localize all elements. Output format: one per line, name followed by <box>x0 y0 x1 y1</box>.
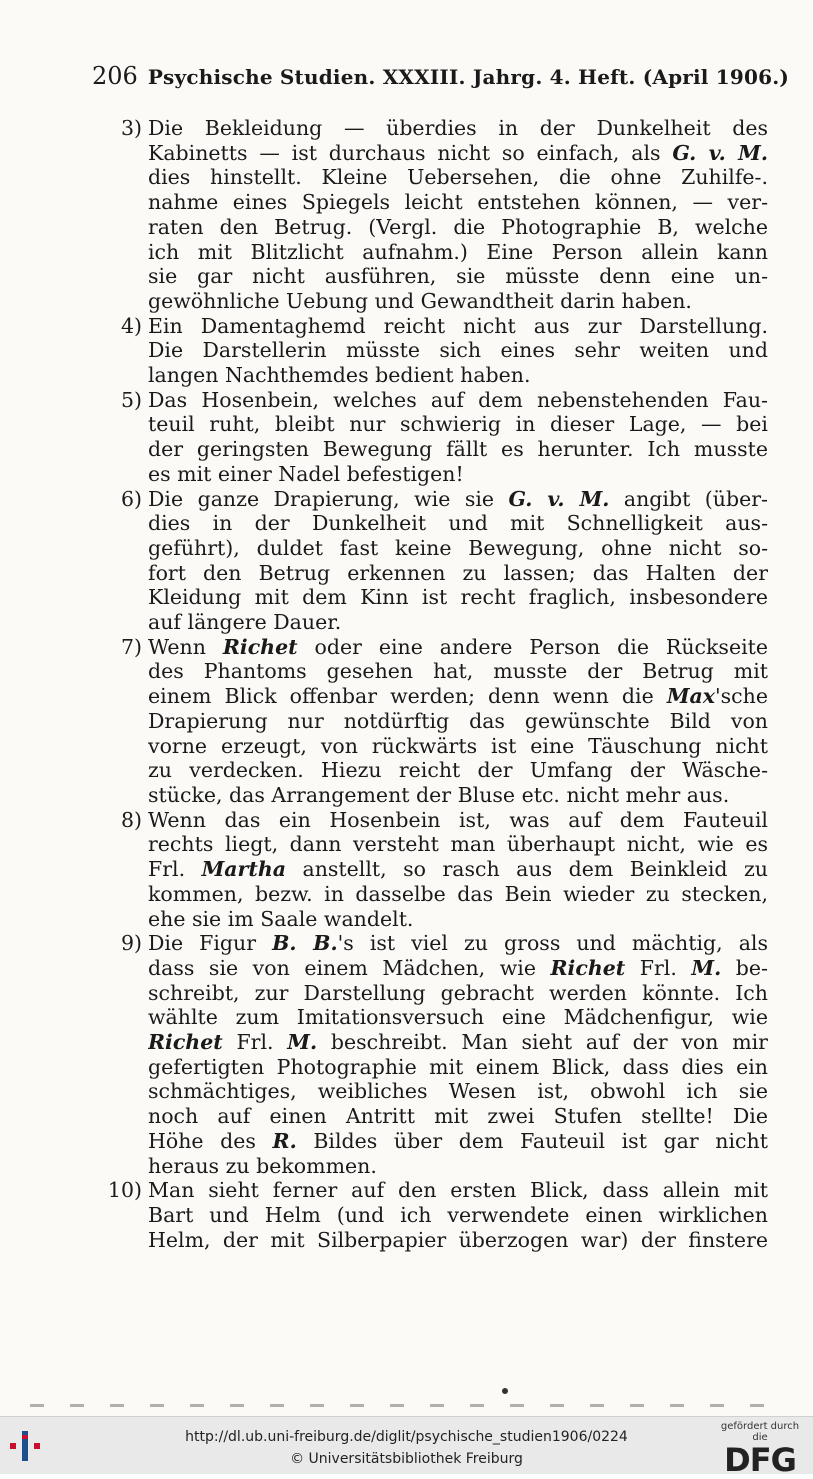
text-line: Ein Damentaghemd reicht nicht aus zur Darstellung. <box>148 313 768 338</box>
italic-name: M. <box>691 955 722 980</box>
text-line: dies in der Dunkelheit und mit Schnelligkeit aus- <box>148 511 768 536</box>
list-item <box>100 808 768 932</box>
text-line: Das Hosenbein, welches auf dem nebenstehenden Fau- <box>148 387 768 412</box>
text-line: ich mit Blitzlicht aufnahm.) Eine Person allein kann <box>148 239 768 264</box>
text-line: geführt), duldet fast keine Bewegung, ohne nicht so- <box>148 535 768 560</box>
text-line: schreibt, zur Darstellung gebracht werden könnte. Ich <box>148 980 768 1005</box>
text-line: Die ganze Drapierung, wie sie G. v. M. angibt (über- <box>148 486 768 511</box>
text-line: kommen, bezw. in dasselbe das Bein wieder zu stecken, <box>148 881 768 906</box>
text-line: rechts liegt, dann versteht man überhaupt nicht, wie es <box>148 832 768 857</box>
text-line: Kabinetts — ist durchaus nicht so einfach, als G. v. M. <box>148 140 768 165</box>
list-item <box>100 931 768 1178</box>
text-line: dass sie von einem Mädchen, wie Richet Frl. M. be- <box>148 955 768 980</box>
italic-name: G. v. M. <box>672 140 768 165</box>
text-line: teuil ruht, bleibt nur schwierig in dieser Lage, — bei <box>148 412 768 437</box>
text-line: Die Figur B. B.'s ist viel zu gross und mächtig, als <box>148 931 768 956</box>
running-header <box>92 62 790 94</box>
italic-name: G. v. M. <box>508 486 610 511</box>
item-number: 9) <box>120 931 142 956</box>
text-line: gewöhnliche Uebung und Gewandtheit darin haben. <box>148 288 692 313</box>
text-line: auf längere Dauer. <box>148 610 342 635</box>
text-line: noch auf einen Antritt mit zwei Stufen stellte! Die <box>148 1104 768 1129</box>
dfg-logo-text: DFG <box>724 1441 796 1479</box>
page-dot-mark <box>502 1388 508 1394</box>
list-item <box>100 116 768 314</box>
italic-name: R. <box>272 1128 297 1153</box>
text-line: vorne erzeugt, von rückwärts ist eine Täuschung nicht <box>148 733 768 758</box>
text-line: ehe sie im Saale wandelt. <box>148 906 414 931</box>
text-line: zu verdecken. Hiezu reicht der Umfang der Wäsche- <box>148 758 768 783</box>
text-line: Die Bekleidung — überdies in der Dunkelheit des <box>148 116 768 140</box>
text-line: schmächtiges, weibliches Wesen ist, obwohl ich sie <box>148 1079 768 1104</box>
italic-name: B. B. <box>272 931 338 956</box>
text-line: es mit einer Nadel befestigen! <box>148 461 464 486</box>
list-item <box>100 388 768 487</box>
italic-name: Richet <box>148 1030 223 1055</box>
numbered-list <box>100 116 768 1252</box>
text-line: Kleidung mit dem Kinn ist recht fraglich, insbesondere <box>148 585 768 610</box>
item-number: 7) <box>120 634 142 659</box>
italic-name: M. <box>287 1030 318 1055</box>
copyright-notice: © Universitätsbibliothek Freiburg <box>290 1451 523 1467</box>
page-number: 206 <box>92 62 138 90</box>
text-line: Höhe des R. Bildes über dem Fauteuil ist gar nicht <box>148 1128 768 1153</box>
item-number: 8) <box>120 807 142 832</box>
running-title: Psychische Studien. XXXIII. Jahrg. 4. Heft. (April 1906.) <box>147 65 790 89</box>
text-line: Drapierung nur notdürftig das gewünschte Bild von <box>148 708 768 733</box>
text-line: Helm, der mit Silberpapier überzogen war) der finstere <box>148 1227 768 1252</box>
item-number: 5) <box>120 387 142 412</box>
item-number: 10) <box>107 1178 142 1203</box>
list-item <box>100 635 768 808</box>
text-line: heraus zu bekommen. <box>148 1153 377 1178</box>
text-line: einem Blick offenbar werden; denn wenn die Max'sche <box>148 684 768 709</box>
list-item <box>100 314 768 388</box>
text-line: des Phantoms gesehen hat, musste der Betrug mit <box>148 659 768 684</box>
text-line: Bart und Helm (und ich verwendete einen wirklichen <box>148 1202 768 1227</box>
text-line: sie gar nicht ausführen, sie müsste denn eine un- <box>148 264 768 289</box>
text-line: stücke, das Arrangement der Bluse etc. nicht mehr aus. <box>148 782 730 807</box>
text-line: fort den Betrug erkennen zu lassen; das Halten der <box>148 560 768 585</box>
scan-artifact-line <box>30 1404 790 1407</box>
text-line: Richet Frl. M. beschreibt. Man sieht auf der von mir <box>148 1030 768 1055</box>
source-url[interactable]: http://dl.ub.uni-freiburg.de/diglit/psychische_studien1906/0224 <box>185 1429 628 1445</box>
item-number: 4) <box>120 313 142 338</box>
italic-name: Martha <box>201 857 287 882</box>
item-number: 3) <box>120 116 142 140</box>
text-line: wählte zum Imitationsversuch eine Mädchenfigur, wie <box>148 1005 768 1030</box>
viewer-footer <box>0 1416 813 1479</box>
text-line: Wenn Richet oder eine andere Person die Rückseite <box>148 634 768 659</box>
list-item <box>100 487 768 635</box>
text-line: langen Nachthemdes bedient haben. <box>148 363 531 388</box>
text-line: Frl. Martha anstellt, so rasch aus dem Beinkleid zu <box>148 857 768 882</box>
text-line: Wenn das ein Hosenbein ist, was auf dem Fauteuil <box>148 807 768 832</box>
text-line: raten den Betrug. (Vergl. die Photographie B, welche <box>148 214 768 239</box>
text-line: der geringsten Bewegung fällt es herunter. Ich musste <box>148 437 768 462</box>
text-line: Die Darstellerin müsste sich eines sehr weiten und <box>148 338 768 363</box>
dfg-funding-logo <box>715 1421 805 1477</box>
dfg-caption: gefördert durch die <box>720 1421 800 1443</box>
text-line: gefertigten Photographie mit einem Blick, dass dies ein <box>148 1054 768 1079</box>
italic-name: Max <box>666 684 716 709</box>
list-item <box>100 1178 768 1252</box>
italic-name: Richet <box>550 955 626 980</box>
italic-name: Richet <box>222 634 298 659</box>
text-line: dies hinstellt. Kleine Uebersehen, die ohne Zuhilfe-. <box>148 165 768 190</box>
text-line: nahme eines Spiegels leicht entstehen können, — ver- <box>148 190 768 215</box>
text-line: Man sieht ferner auf den ersten Blick, dass allein mit <box>148 1178 768 1203</box>
item-number: 6) <box>120 486 142 511</box>
